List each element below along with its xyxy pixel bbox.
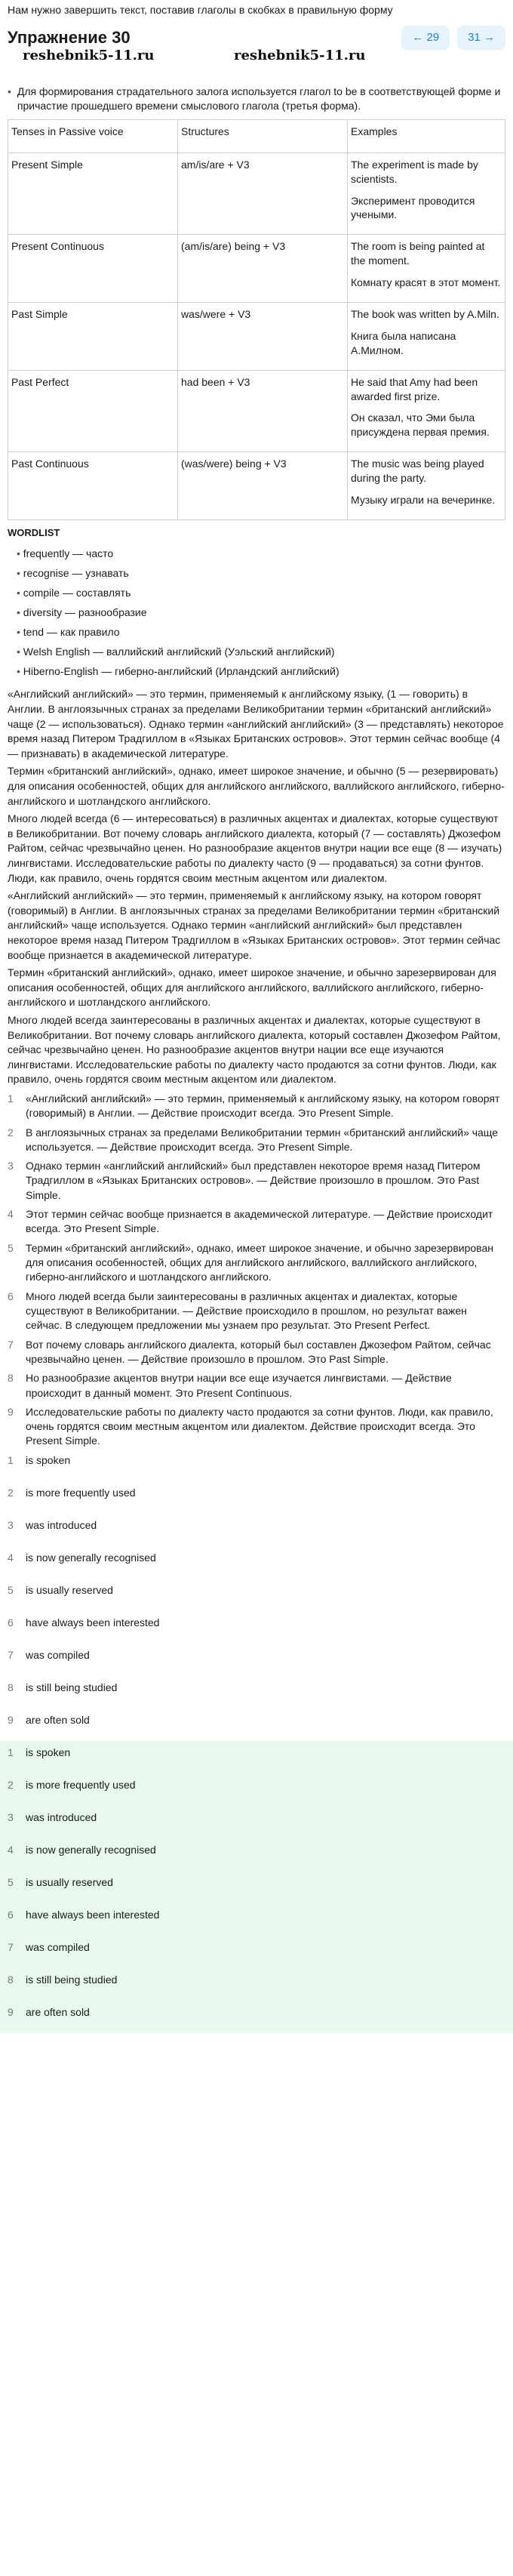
item-number: 7	[8, 1940, 14, 1953]
explanation-item	[8, 1092, 505, 1121]
example-en: The room is being painted at the moment.	[351, 240, 485, 267]
structure-cell: was/were + V3	[178, 303, 348, 371]
explanation-item	[8, 1290, 505, 1333]
task-text: Много людей всегда (6 — интересоваться) в различных акцентах и диалектах, которые существуют в Великобритании. Вот почему словарь английского диалекта, который (7 — составлять) Джозефом Райтом, сейчас чрезвычайно ценен. Но разнообразие акцентов внутри нации все еще (8 — изучать) лингвистами. Исследовательские работы по диалекту часто (9 — продаваться) за сотни фунтов. Люди, как правило, очень гордятся своим местным акцентом или диалектом.	[8, 812, 502, 884]
wordlist-item: • recognise — узнавать	[8, 566, 505, 586]
answer-item	[8, 1903, 505, 1936]
table-body	[8, 153, 505, 519]
answer-text: was compiled	[26, 1648, 90, 1661]
answer-item	[8, 1773, 505, 1806]
item-number: 4	[8, 1208, 14, 1221]
wordlist-item: • compile — составлять	[8, 586, 505, 605]
explanation-text: Этот термин сейчас вообще признается в академической литературе. — Действие происходит всегда. Это Present Simple.	[26, 1208, 493, 1235]
item-number: 2	[8, 1126, 14, 1139]
answer-item	[8, 1676, 505, 1709]
example-ru: Эксперимент проводится учеными.	[351, 194, 475, 221]
answers-list-highlighted	[0, 1741, 513, 2033]
answer-text: is still being studied	[26, 1973, 118, 1986]
answer-item	[8, 1968, 505, 2001]
answer-text: is now generally recognised	[26, 1843, 156, 1856]
item-number: 1	[8, 1746, 14, 1758]
item-number: 1	[8, 1453, 14, 1466]
example-ru: Книга была написана А.Милном.	[351, 329, 456, 356]
answer-text: is still being studied	[26, 1681, 118, 1693]
answer-item	[8, 1481, 505, 1514]
answer-item	[8, 1449, 505, 1481]
example-en: He said that Amy had been awarded first prize.	[351, 375, 478, 402]
table-row	[8, 235, 505, 303]
answer-text: is more frequently used	[26, 1778, 136, 1791]
answer-text: have always been interested	[26, 1908, 160, 1921]
answer-text: Много людей всегда заинтересованы в различных акцентах и диалектах, которые существуют в Великобритании. Вот почему словарь английского диалекта, который составлен Джозефом Райтом, сейчас чрезвычайно ценен. Но разнообразие акцентов внутри нации все еще изучаются лингвистами. Исследовательские работы по диалекту часто продаются за сотни фунтов. Люди, как правило, очень гордятся своим местным акцентом или диалектом.	[8, 1013, 501, 1086]
explanation-text: Вот почему словарь английского диалекта, который был составлен Джозефом Райтом, сейчас чрезвычайно ценен. — Действие произошло в прошлом. Это Past Simple.	[26, 1338, 491, 1365]
example-en: The experiment is made by scientists.	[351, 158, 478, 185]
example-cell	[348, 153, 505, 235]
wordlist-item: • tend — как правило	[8, 625, 505, 645]
watermark: reshebnik5-11.ru	[234, 48, 366, 63]
item-number: 9	[8, 1713, 14, 1726]
explanation-text: Исследовательские работы по диалекту часто продаются за сотни фунтов. Люди, как правило, очень гордятся своим местным акцентом или диалектом. Действие происходит всегда. Это Present Simple.	[26, 1405, 493, 1447]
next-exercise-button[interactable]: 31 →	[457, 26, 505, 50]
intro-text: Нам нужно завершить текст, поставив глаголы в скобках в правильную форму	[8, 4, 393, 16]
answer-item	[8, 1741, 505, 1773]
explanation-item	[8, 1159, 505, 1203]
tense-cell: Past Simple	[8, 303, 178, 371]
answer-text: are often sold	[26, 2005, 90, 2018]
task-text: «Английский английский» — это термин, применяемый к английскому языку, (1 — говорить) в Англии. В англоязычных странах за пределами Великобритании термин «британский английский» чаще (2 — использоваться). Однако термин «английский английский» (3 — представлять) некоторое время назад Питером Традгиллом в «Языках Британских островов». Этот термин сейчас вообще (4 — признавать) в академической литературе.	[8, 688, 504, 760]
item-number: 5	[8, 1583, 14, 1596]
exercise-nav	[401, 26, 505, 50]
item-number: 3	[8, 1160, 14, 1172]
answer-item	[8, 1936, 505, 1968]
answer-item	[8, 1579, 505, 1611]
item-number: 4	[8, 1551, 14, 1564]
answer-text: was introduced	[26, 1518, 97, 1531]
item-number: 7	[8, 1648, 14, 1661]
item-number: 2	[8, 1486, 14, 1499]
item-number: 8	[8, 1681, 14, 1693]
bullet-icon: •	[8, 85, 11, 97]
example-ru: Комнату красят в этот момент.	[351, 276, 501, 289]
item-number: 8	[8, 1973, 14, 1986]
example-en: The music was being played during the party.	[351, 458, 484, 485]
answers-list	[8, 1449, 505, 1741]
item-number: 9	[8, 1405, 14, 1418]
item-number: 3	[8, 1810, 14, 1823]
answer-item	[8, 1546, 505, 1579]
answer-text: is usually reserved	[26, 1875, 113, 1888]
example-cell	[348, 303, 505, 371]
wordlist-item: • diversity — разнообразие	[8, 605, 505, 625]
passive-voice-table	[8, 119, 505, 520]
answer-item	[8, 1709, 505, 1741]
answer-item	[8, 1644, 505, 1676]
answer-item	[8, 1871, 505, 1903]
item-number: 5	[8, 1241, 14, 1254]
explanations	[8, 1092, 505, 1449]
item-number: 3	[8, 1518, 14, 1531]
answer-text: «Английский английский» — это термин, применяемый к английскому языку, на котором говорят (говоримый) в Англии. В англоязычных странах за пределами Великобритании термин «британский английский» чаще используется. Однако термин «английский английский» был представлен некоторое время назад Питером Традгиллом в «Языках Британских островов». Этот термин сейчас вообще признается в академической литературе.	[8, 889, 501, 961]
example-cell	[348, 452, 505, 520]
explanation-text: «Английский английский» — это термин, применяемый к английскому языку, на котором говорят (говоримый) в Англии. — Действие происходит всегда. Это Present Simple.	[26, 1092, 500, 1120]
item-number: 6	[8, 1908, 14, 1921]
explanation-item	[8, 1338, 505, 1367]
answer-text: Термин «британский английский», однако, имеет широкое значение, и обычно зарезервирован для описания особенностей, общих для английского английского, валлийского английского, гиберно-английского и шотландского английского.	[8, 966, 496, 1009]
structure-cell: (am/is/are) being + V3	[178, 235, 348, 303]
wordlist-item: • Hiberno-English — гиберно-английский (Ирландский английский)	[8, 664, 505, 684]
prev-exercise-button[interactable]: ← 29	[401, 26, 450, 50]
item-number: 9	[8, 2005, 14, 2018]
answer-text: is spoken	[26, 1453, 71, 1466]
answer-text: are often sold	[26, 1713, 90, 1726]
answer-item	[8, 1514, 505, 1546]
watermark: reshebnik5-11.ru	[23, 48, 155, 63]
wordlist-item: • Welsh English — валлийский английский (Уэльский английский)	[8, 645, 505, 664]
answer-text: have always been interested	[26, 1616, 160, 1628]
table-row	[8, 153, 505, 235]
tense-cell: Present Simple	[8, 153, 178, 235]
item-number: 4	[8, 1843, 14, 1856]
structure-cell: am/is/are + V3	[178, 153, 348, 235]
wordlist-item: • frequently — часто	[8, 547, 505, 566]
item-number: 7	[8, 1338, 14, 1351]
answer-text: is usually reserved	[26, 1583, 113, 1596]
explanation-text: Много людей всегда были заинтересованы в различных акцентах и диалектах, которые существуют в Великобритании. — Действие происходило в прошлом, но результат важен сейчас. В следующем предложении мы узнаем про результат. Это Present Perfect.	[26, 1290, 467, 1332]
answer-item	[8, 1838, 505, 1871]
tense-cell: Past Perfect	[8, 370, 178, 452]
tense-cell: Present Continuous	[8, 235, 178, 303]
example-ru: Он сказал, что Эми была присуждена первая премия.	[351, 411, 490, 439]
item-number: 2	[8, 1778, 14, 1791]
item-number: 1	[8, 1092, 14, 1105]
table-row	[8, 303, 505, 371]
example-ru: Музыку играли на вечеринке.	[351, 494, 496, 507]
explanation-item	[8, 1405, 505, 1449]
answer-text: was introduced	[26, 1810, 97, 1823]
table-header: Tenses in Passive voice	[8, 119, 178, 153]
explanation-text: В англоязычных странах за пределами Великобритании термин «британский английский» чаще используется. — Действие происходит всегда. Это Present Simple.	[26, 1126, 498, 1153]
tense-cell: Past Continuous	[8, 452, 178, 520]
example-cell	[348, 235, 505, 303]
item-number: 5	[8, 1875, 14, 1888]
example-cell	[348, 370, 505, 452]
table-header: Examples	[348, 119, 505, 153]
rule-text: Для формирования страдательного залога используется глагол to be в соответствующей форме и причастие прошедшего времени смыслового глагола (третья форма).	[17, 85, 501, 112]
structure-cell: had been + V3	[178, 370, 348, 452]
answer-text: was compiled	[26, 1940, 90, 1953]
explanation-item	[8, 1371, 505, 1400]
answer-text: is spoken	[26, 1746, 71, 1758]
answer-item	[8, 2001, 505, 2033]
table-row	[8, 370, 505, 452]
explanation-text: Но разнообразие акцентов внутри нации все еще изучается лингвистами. — Действие происходит в данный момент. Это Present Continuous.	[26, 1372, 452, 1399]
table-header: Structures	[178, 119, 348, 153]
explanation-text: Однако термин «английский английский» был представлен некоторое время назад Питером Традгиллом в «Языках Британских островов». — Действие произошло в прошлом. Это Past Simple.	[26, 1160, 481, 1201]
answer-item	[8, 1611, 505, 1644]
explanation-item	[8, 1126, 505, 1155]
wordlist	[8, 547, 505, 684]
item-number: 8	[8, 1372, 14, 1385]
explanation-text: Термин «британский английский», однако, имеет широкое значение, и обычно зарезервирован для описания особенностей, общих для английского английского, валлийского английского, гиберно-английского и шотландского английского.	[26, 1241, 493, 1283]
structure-cell: (was/were) being + V3	[178, 452, 348, 520]
explanation-item	[8, 1241, 505, 1285]
item-number: 6	[8, 1290, 14, 1302]
answer-text: is more frequently used	[26, 1486, 136, 1499]
task-text: Термин «британский английский», однако, имеет широкое значение, и обычно (5 — резервировать) для описания особенностей, общих для английского английского, валлийского английского, гиберно-английского и шотландского английского.	[8, 765, 505, 807]
table-row	[8, 452, 505, 520]
item-number: 6	[8, 1616, 14, 1628]
answer-item	[8, 1806, 505, 1838]
wordlist-title: WORDLIST	[8, 526, 60, 538]
table-header-row	[8, 119, 505, 153]
rule-note	[8, 85, 505, 113]
page-title: Упражнение 30	[8, 28, 131, 48]
explanation-item	[8, 1207, 505, 1237]
answer-text: is now generally recognised	[26, 1551, 156, 1564]
example-en: The book was written by A.Miln.	[351, 308, 499, 321]
